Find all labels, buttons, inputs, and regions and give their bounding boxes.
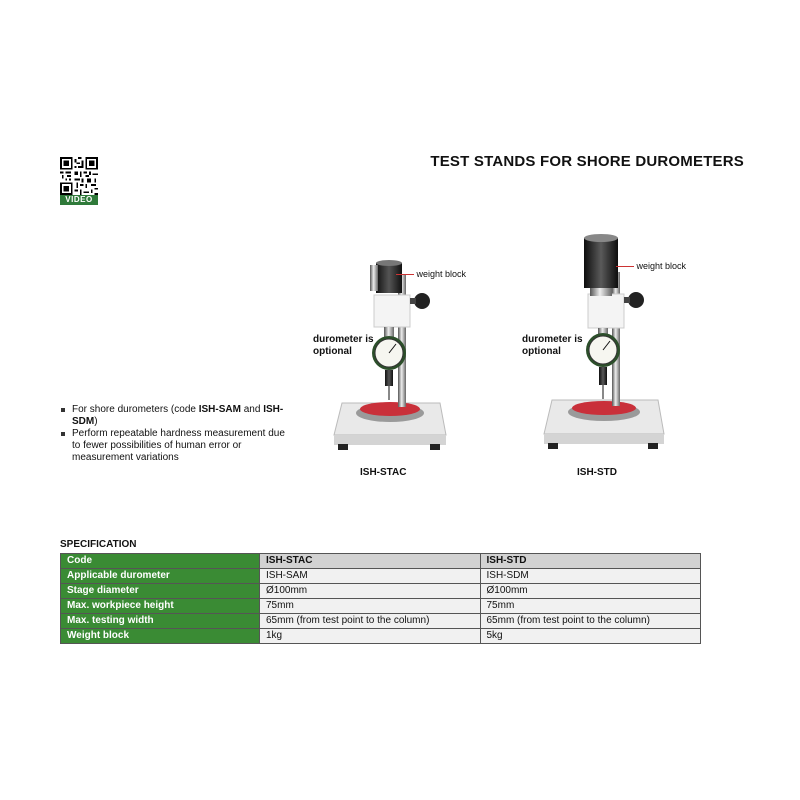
callout-weight-block: weight block xyxy=(636,261,687,271)
spec-value: 1kg xyxy=(260,629,481,644)
qr-code-icon xyxy=(60,157,98,195)
spec-value: 65mm (from test point to the column) xyxy=(480,614,701,629)
video-tag: VIDEO xyxy=(60,195,98,205)
spec-label: Weight block xyxy=(61,629,260,644)
spec-value: 65mm (from test point to the column) xyxy=(260,614,481,629)
callout-durometer-optional: durometer is optional xyxy=(313,334,374,357)
callout-durometer-optional: durometer is optional xyxy=(522,334,583,357)
table-row xyxy=(61,569,701,584)
spec-table xyxy=(60,553,701,644)
spec-value: Ø100mm xyxy=(480,584,701,599)
spec-label: Applicable durometer xyxy=(61,569,260,584)
table-row xyxy=(61,599,701,614)
spec-value: 5kg xyxy=(480,629,701,644)
spec-value: ISH-SAM xyxy=(260,569,481,584)
table-row xyxy=(61,584,701,599)
spec-value: ISH-STD xyxy=(480,554,701,569)
spec-value: 75mm xyxy=(480,599,701,614)
spec-value: Ø100mm xyxy=(260,584,481,599)
table-row xyxy=(61,614,701,629)
product-caption: ISH-STAC xyxy=(360,467,407,478)
spec-heading: SPECIFICATION xyxy=(60,539,137,550)
spec-value: ISH-SDM xyxy=(480,569,701,584)
table-row xyxy=(61,554,701,569)
spec-value: 75mm xyxy=(260,599,481,614)
feature-item: Perform repeatable hardness measurement due to fewer possibilities of human error or measurement variations xyxy=(58,428,288,464)
callout-weight-block: weight block xyxy=(416,269,467,279)
feature-item: For shore durometers (code ISH-SAM and ISH-SDM) xyxy=(58,404,288,428)
product-caption: ISH-STD xyxy=(577,467,617,478)
qr-video-badge[interactable] xyxy=(60,157,98,205)
spec-label: Max. testing width xyxy=(61,614,260,629)
page-title: TEST STANDS FOR SHORE DUROMETERS xyxy=(430,153,744,170)
feature-list xyxy=(58,404,288,464)
spec-label: Max. workpiece height xyxy=(61,599,260,614)
spec-value: ISH-STAC xyxy=(260,554,481,569)
spec-label: Code xyxy=(61,554,260,569)
spec-label: Stage diameter xyxy=(61,584,260,599)
table-row xyxy=(61,629,701,644)
